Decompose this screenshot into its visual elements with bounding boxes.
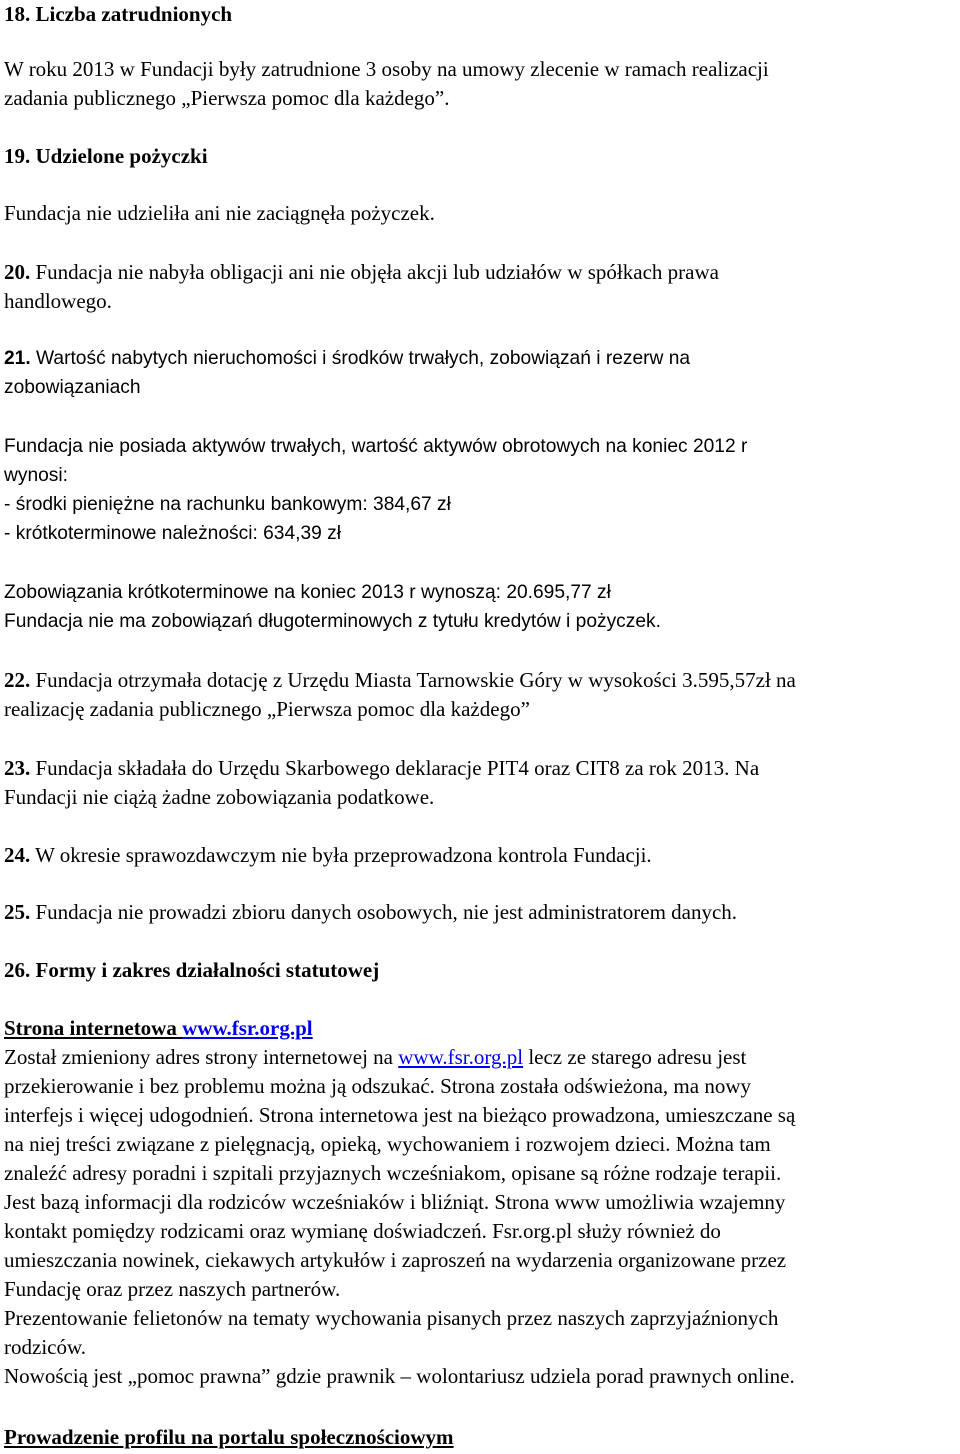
paragraph-line: Prezentowanie felietonów na tematy wychowania pisanych przez naszych zaprzyjaźnionych xyxy=(4,1306,779,1330)
paragraph-line: Zobowiązania krótkoterminowe na koniec 2013 r wynoszą: 20.695,77 zł xyxy=(4,582,611,603)
paragraph-line: W okresie sprawozdawczym nie była przeprowadzona kontrola Fundacji. xyxy=(30,843,652,867)
paragraph-line: Fundacja składała do Urzędu Skarbowego deklaracje PIT4 oraz CIT8 za rok 2013. Na xyxy=(30,756,760,780)
list-item: - krótkoterminowe należności: 634,39 zł xyxy=(4,523,342,544)
paragraph-line: realizację zadania publicznego „Pierwsza pomoc dla każdego” xyxy=(4,697,530,721)
paragraph-line: W roku 2013 w Fundacji były zatrudnione 3 osoby na umowy zlecenie w ramach realizacji xyxy=(4,57,769,81)
section-24-number: 24. xyxy=(4,843,31,867)
social-section xyxy=(4,1423,959,1452)
section-26-heading: 26. Formy i zakres działalności statutowej xyxy=(4,958,380,982)
section-24 xyxy=(4,841,959,870)
section-25-number: 25. xyxy=(4,900,31,924)
paragraph-line: Fundację oraz przez naszych partnerów. xyxy=(4,1277,341,1301)
section-19 xyxy=(4,142,959,171)
paragraph-line: Fundacja nie nabyła obligacji ani nie objęła akcji lub udziałów w spółkach prawa xyxy=(30,260,719,284)
section-18-heading: 18. Liczba zatrudnionych xyxy=(4,2,233,26)
section-23 xyxy=(4,754,959,812)
paragraph-line: Fundacja otrzymała dotację z Urzędu Miasta Tarnowskie Góry w wysokości 3.595,57zł na xyxy=(30,668,796,692)
paragraph-line: lecz ze starego adresu jest xyxy=(523,1045,747,1069)
social-heading: Prowadzenie profilu na portalu społecznościowym xyxy=(4,1425,454,1449)
section-25 xyxy=(4,898,959,927)
section-21-liabilities xyxy=(4,578,959,636)
paragraph-line: Fundacja nie posiada aktywów trwałych, wartość aktywów obrotowych na koniec 2012 r xyxy=(4,436,748,457)
section-21 xyxy=(4,344,959,402)
paragraph-line: interfejs i więcej udogodnień. Strona internetowa jest na bieżąco prowadzona, umieszczane są xyxy=(4,1103,796,1127)
paragraph-line: na niej treści związane z pielęgnacją, opieką, wychowaniem i rozwojem dzieci. Można tam xyxy=(4,1132,771,1156)
paragraph-line: Fundacji nie ciążą żadne zobowiązania podatkowe. xyxy=(4,785,435,809)
section-19-heading: 19. Udzielone pożyczki xyxy=(4,144,208,168)
website-heading-label: Strona internetowa xyxy=(4,1016,183,1040)
paragraph-line: Nowością jest „pomoc prawna” gdzie prawnik – wolontariusz udziela porad prawnych online. xyxy=(4,1364,795,1388)
paragraph-line: wynosi: xyxy=(4,465,68,486)
paragraph-line: zadania publicznego „Pierwsza pomoc dla każdego”. xyxy=(4,86,450,110)
website-section xyxy=(4,1014,959,1391)
paragraph-line: Został zmieniony adres strony internetowej na xyxy=(4,1045,399,1069)
list-item: - środki pieniężne na rachunku bankowym: 384,67 zł xyxy=(4,494,451,515)
paragraph-line: rodziców. xyxy=(4,1335,87,1359)
section-19-body xyxy=(4,199,959,228)
section-26 xyxy=(4,956,959,985)
paragraph-line: Fundacja nie udzieliła ani nie zaciągnęła pożyczek. xyxy=(4,201,435,225)
paragraph-line: umieszczania nowinek, ciekawych artykułów i zaproszeń na wydarzenia organizowane przez xyxy=(4,1248,787,1272)
paragraph-line: Fundacja nie ma zobowiązań długoterminowych z tytułu kredytów i pożyczek. xyxy=(4,611,661,632)
section-22-number: 22. xyxy=(4,668,31,692)
section-20-number: 20. xyxy=(4,260,31,284)
paragraph-line: handlowego. xyxy=(4,289,112,313)
paragraph-line: Jest bazą informacji dla rodziców wcześniaków i bliźniąt. Strona www umożliwia wzajemny xyxy=(4,1190,786,1214)
section-18-body xyxy=(4,55,959,113)
paragraph-line: znaleźć adresy poradni i szpitali przyjaznych wcześniakom, opisane są różne rodzaje terapii. xyxy=(4,1161,782,1185)
paragraph-line: Fundacja nie prowadzi zbioru danych osobowych, nie jest administratorem danych. xyxy=(30,900,738,924)
website-heading xyxy=(4,1014,959,1043)
section-18 xyxy=(4,0,959,29)
paragraph-line: Wartość nabytych nieruchomości i środków trwałych, zobowiązań i rezerw na xyxy=(30,348,691,369)
website-heading-link[interactable]: www.fsr.org.pl xyxy=(182,1016,313,1040)
paragraph-line: zobowiązaniach xyxy=(4,377,141,398)
section-21-assets xyxy=(4,432,959,548)
section-20 xyxy=(4,258,959,316)
paragraph-line: kontakt pomiędzy rodzicami oraz wymianę doświadczeń. Fsr.org.pl służy również do xyxy=(4,1219,721,1243)
website-body-link[interactable]: www.fsr.org.pl xyxy=(398,1045,524,1069)
section-21-number: 21. xyxy=(4,348,31,369)
section-23-number: 23. xyxy=(4,756,31,780)
section-22 xyxy=(4,666,959,724)
paragraph-line: przekierowanie i bez problemu można ją odszukać. Strona została odświeżona, ma nowy xyxy=(4,1074,751,1098)
